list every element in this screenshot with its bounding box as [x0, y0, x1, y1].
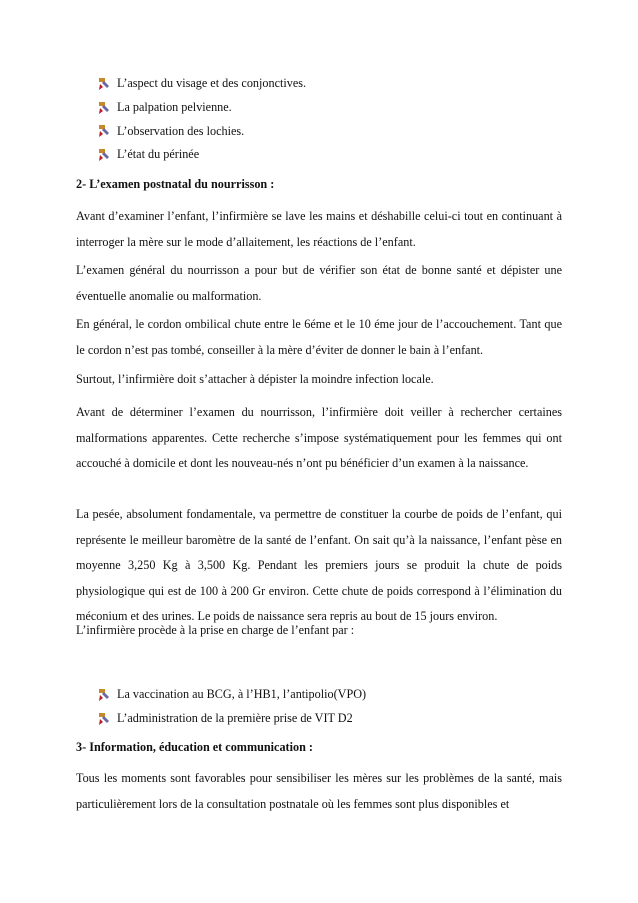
- list-item: [97, 143, 577, 167]
- paragraph: L’examen général du nourrisson a pour but de vérifier son état de bonne santé et dépister une éventuelle anomalie ou malformation.: [76, 263, 562, 303]
- list-item: [97, 119, 577, 143]
- bullet-text: La vaccination au BCG, à l’HB1, l’antipolio(VPO): [117, 687, 367, 702]
- list-item: [97, 72, 577, 96]
- paragraph: Avant de déterminer l’examen du nourrisson, l’infirmière doit veiller à rechercher certaines malformations apparentes. Cette recherche s’impose systématiquement pour les femmes qui ont accouché à domicile et dont les nouveau-nés n’ont pu bénéficier d’un examen à la naissance.: [76, 405, 562, 471]
- bullet-text: L’administration de la première prise de VIT D2: [117, 711, 353, 726]
- pushpin-bullet-icon: [97, 101, 110, 115]
- paragraph: La pesée, absolument fondamentale, va permettre de constituer la courbe de poids de l’enfant, qui représente le meilleur baromètre de la santé de l’enfant. On sait qu’à la naissance, l’enfant pèse en moyenne 3,250 Kg à 3,500 Kg. Pendant les premiers jours se produit la chute de poids physiologique qui est de 100 à 200 Gr environ. Cette chute de poids correspond à l’élimination du méconium et des urines. Le poids de naissance sera repris au bout de 15 jours environ.: [76, 507, 562, 624]
- list-item: [97, 707, 577, 731]
- bullet-list-care: [97, 683, 577, 730]
- paragraph: Surtout, l’infirmière doit s’attacher à dépister la moindre infection locale.: [76, 372, 434, 386]
- bullet-list-top: [97, 72, 577, 167]
- bullet-text: L’observation des lochies.: [117, 123, 245, 138]
- pushpin-bullet-icon: [97, 688, 110, 702]
- section-heading: 3- Information, éducation et communication :: [76, 740, 313, 754]
- bullet-text: La palpation pelvienne.: [117, 100, 232, 115]
- list-item: [97, 96, 577, 120]
- paragraph: Avant d’examiner l’enfant, l’infirmière se lave les mains et déshabille celui-ci tout en continuant à interroger la mère sur le mode d’allaitement, les réactions de l’enfant.: [76, 209, 562, 249]
- bullet-text: L’état du périnée: [117, 147, 200, 162]
- pushpin-bullet-icon: [97, 148, 110, 162]
- pushpin-bullet-icon: [97, 124, 110, 138]
- pushpin-bullet-icon: [97, 77, 110, 91]
- paragraph: En général, le cordon ombilical chute entre le 6éme et le 10 éme jour de l’accouchement. Tant que le cordon n’est pas tombé, conseiller à la mère d’éviter de donner le bain à l’enfant.: [76, 317, 562, 357]
- paragraph: L’infirmière procède à la prise en charge de l’enfant par :: [76, 623, 355, 637]
- list-item: [97, 683, 577, 707]
- section-heading: 2- L’examen postnatal du nourrisson :: [76, 177, 275, 191]
- bullet-text: L’aspect du visage et des conjonctives.: [117, 76, 307, 91]
- pushpin-bullet-icon: [97, 712, 110, 726]
- paragraph: Tous les moments sont favorables pour sensibiliser les mères sur les problèmes de la santé, mais particulièrement lors de la consultation postnatale où les femmes sont plus disponibles et: [76, 771, 562, 811]
